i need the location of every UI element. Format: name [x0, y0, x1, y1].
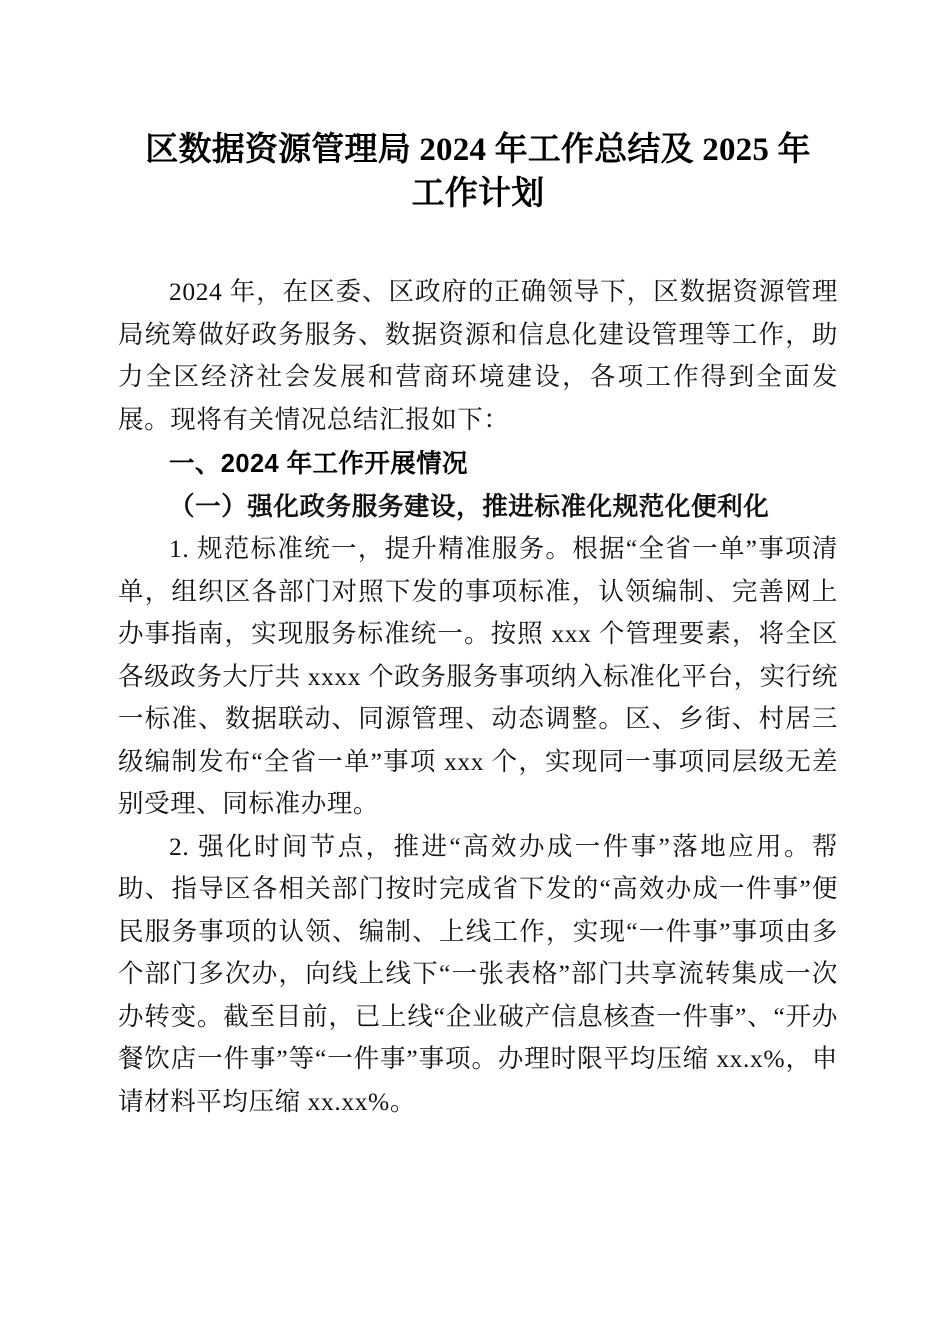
- numbered-item-1: 1. 规范标准统一，提升精准服务。根据“全省一单”事项清单，组织区各部门对照下发的事项标准，认领编制、完善网上办事指南，实现服务标准统一。按照 xxx 个管理要素，将全区各级政务大厅共 xxxx 个政务服务事项纳入标准化平台，实行统一标准、数据联动、同源管理、动态调整。区、乡街、村居三级编制发布“全省一单”事项 xxx 个，实现同一事项同层级无差别受理、同标准办理。: [118, 534, 838, 818]
- subsection-heading-1: （一）强化政务服务建设，推进标准化规范化便利化: [169, 491, 770, 521]
- document-body: [118, 0, 838, 1123]
- section-heading-1: 一、2024 年工作开展情况: [169, 450, 468, 478]
- intro-paragraph: 2024 年，在区委、区政府的正确领导下，区数据资源管理局统筹做好政务服务、数据资源和信息化建设管理等工作，助力全区经济社会发展和营商环境建设，各项工作得到全面发展。现将有关情况总结汇报如下：: [118, 277, 838, 434]
- page-title: [118, 0, 838, 216]
- page-title-line-2: 工作计划: [411, 176, 545, 212]
- page-title-line-1: 区数据资源管理局 2024 年工作总结及 2025 年: [145, 132, 811, 168]
- numbered-item-2: 2. 强化时间节点，推进“高效办成一件事”落地应用。帮助、指导区各相关部门按时完成省下发的“高效办成一件事”便民服务事项的认领、编制、上线工作，实现“一件事”事项由多个部门多次办，向线上线下“一张表格”部门共享流转集成一次办转变。截至目前，已上线“企业破产信息核查一件事”、“开办餐饮店一件事”等“一件事”事项。办理时限平均压缩 xx.x%，申请材料平均压缩 xx.xx%。: [118, 831, 838, 1116]
